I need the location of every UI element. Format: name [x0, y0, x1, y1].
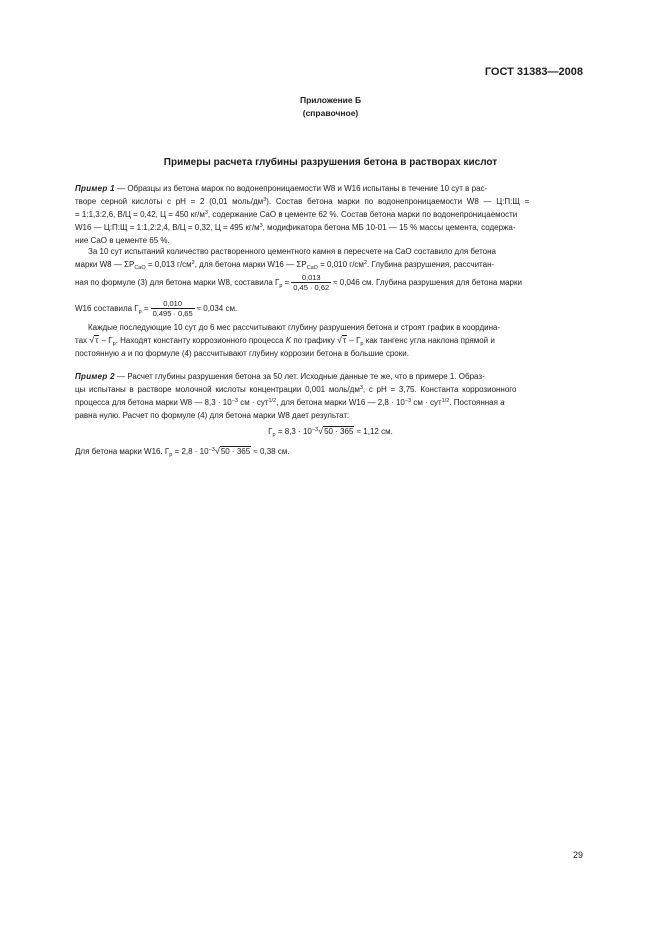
exponent: −3 — [404, 398, 412, 404]
fraction-w8 — [291, 273, 331, 292]
method-text-2d: по графику — [293, 336, 335, 345]
exponent: 3 — [204, 210, 208, 216]
w16-result-line: Для бетона марки W16. $Г_р = 2,8 \cdot 10^{-3}√50 \cdot 365 \approx 0,38$ см. — [75, 446, 290, 458]
subscript-r: р — [272, 432, 276, 438]
example1-text-4b: , модификатора бетона МБ 10-01 — 15 % массы цемента, содержа- — [262, 223, 516, 232]
example1-text-3b: , содержание CaO в цементе 62 %. Состав бетона марки по водонепроницаемости — [207, 210, 518, 219]
example1-text-2a: творе серной кислоты с pH = 2 (0,01 моль/дм — [75, 197, 264, 206]
exponent: −3 — [311, 427, 319, 433]
fraction-w16 — [151, 299, 195, 318]
example2-line-2 — [75, 383, 583, 396]
calc1-text-2b: = 0,013 г/см — [147, 260, 192, 269]
calc1-text-2c: , для бетона марки W16 — ΣP — [194, 260, 307, 269]
example2-text-3b: см · сут — [240, 398, 269, 407]
subscript-r: р — [360, 341, 364, 347]
example1-label: Пример 1 — [75, 184, 115, 193]
method-text-2e: – Г — [349, 336, 361, 345]
method-text-1: Каждые последующие 10 сут до 6 мес рассчитывают глубину разрушения бетона и строят график в координа- — [88, 323, 501, 332]
subscript-r: р — [169, 452, 173, 458]
sqrt-radical: √50 · 365 — [214, 446, 251, 456]
fraction-numerator: 0,013 — [301, 273, 321, 283]
calc1-text-3b: ≈ 0,046 см. Глубина разрушения для бетона марки — [333, 278, 522, 287]
standard-header: ГОСТ 31383—2008 — [484, 66, 583, 78]
exponent: 3 — [263, 197, 267, 203]
calc1-line-2 — [75, 258, 583, 271]
calc1-text-2e: . Глубина разрушения, рассчитан- — [367, 260, 495, 269]
main-title: Примеры расчета глубины разрушения бетона в растворах кислот — [163, 157, 498, 168]
sqrt-radical: √50 · 365 — [318, 426, 354, 436]
example1-text-5: ние CaO в цементе 65 %. — [75, 236, 170, 245]
sqrt-tau: √τ — [89, 335, 99, 345]
constant-a: a — [121, 349, 126, 358]
method-line-3 — [75, 347, 583, 360]
exponent: 3 — [359, 385, 363, 391]
exponent: 2 — [191, 260, 195, 266]
calc1-line-1 — [75, 245, 583, 258]
method-text-3a: постоянную — [75, 349, 119, 358]
subscript-cao: CaO — [306, 265, 318, 271]
example2-text-3a: процесса для бетона марки W8 — 8,3 · 10 — [75, 398, 232, 407]
calc1-text-4b: ≈ 0,034 см. — [196, 304, 238, 313]
example2-text-3e: . Постоянная — [449, 398, 498, 407]
example2-paragraph — [75, 370, 583, 422]
method-line-2 — [75, 334, 583, 347]
calc1-text-2a: марки W8 — ΣP — [75, 260, 135, 269]
subscript-r: р — [112, 341, 116, 347]
example1-text-2b: ). Состав бетона марки по водонепроницаемости W8 — Ц:П:Щ = — [266, 197, 530, 206]
page-number: 29 — [572, 850, 583, 860]
formula-w8: $Г_р = 8,3 \cdot 10^{-3}√50 \cdot 365 \approx 1,12$ см. — [268, 426, 393, 438]
sqrt-tau: √τ — [337, 335, 347, 345]
calc1-text-2d: = 0,010 г/см — [320, 260, 364, 269]
annex-subtitle: (справочное) — [302, 108, 359, 118]
example2-text-2b: , с pH = 3,75. Константа коррозионного — [362, 385, 517, 394]
method-text-2a: тах — [75, 336, 88, 345]
subscript-cao: CaO — [134, 265, 146, 271]
example1-text-3a: = 1:1,3:2,6, В/Ц = 0,42, Ц = 450 кг/м — [75, 210, 205, 219]
example1-text-4a: W16 — Ц:П:Щ = 1:1,2:2,4, В/Ц = 0,32, Ц = 495 кг/м — [75, 223, 260, 232]
example2-line-4 — [75, 409, 583, 422]
annex-title: Приложение Б — [299, 95, 362, 105]
constant-k: K — [285, 336, 292, 345]
method-paragraph — [75, 321, 583, 360]
method-text-2b: – Г — [101, 336, 113, 345]
example2-text-4a: равна нулю. Расчет по формуле (4) для бетона марки W8 дает результат: — [75, 411, 350, 420]
example2-line-3 — [75, 396, 583, 409]
fraction-numerator: 0,010 — [163, 299, 182, 309]
example1-line-4 — [75, 221, 583, 234]
equals-sign: = — [284, 278, 290, 287]
calc1-text-3a: ная по формуле (3) для бетона марки W8, составила Г — [75, 278, 280, 287]
calc1-line-4 — [75, 295, 583, 323]
subscript-r: р — [138, 309, 142, 315]
example2-text-3c: , для бетона марки W16 — 2,8 · 10 — [276, 398, 405, 407]
w16-result — [75, 445, 583, 458]
calc1-text-1: За 10 сут испытаний количество растворенного цементного камня в пересчете на CaO составило для бетона — [88, 247, 496, 256]
calc1-line-3 — [75, 271, 583, 295]
subscript-r: р — [279, 283, 283, 289]
exponent: −3 — [208, 447, 215, 453]
example1-text-1: — Образцы из бетона марок по водонепроницаемости W8 и W16 испытаны в течение 10 сут в рас- — [117, 184, 488, 193]
example2-text-2a: цы испытаны в растворе молочной кислоты концентрации 0,001 моль/дм — [75, 385, 360, 394]
example2-text-1: — Расчет глубины разрушения бетона за 50 лет. Исходные данные те же, что в примере 1. Образ- — [117, 372, 485, 381]
constant-a: a — [500, 398, 505, 407]
example1-line-3 — [75, 208, 583, 221]
method-text-3b: и по формуле (4) рассчитывают глубину коррозии бетона в большие сроки. — [127, 349, 409, 358]
calc1-text-4a: W16 составила Г — [75, 304, 139, 313]
exponent: 1/2 — [441, 398, 450, 404]
exponent: 2 — [363, 260, 367, 266]
example1-paragraph — [75, 182, 583, 247]
example1-line-1 — [75, 182, 583, 195]
example2-label: Пример 2 — [75, 372, 115, 381]
example1-line-2 — [75, 195, 583, 208]
fraction-denominator: 0,45 · 0,62 — [293, 283, 330, 293]
example2-text-3d: см · сут — [413, 398, 442, 407]
exponent: −3 — [231, 398, 238, 404]
method-line-1 — [75, 321, 583, 334]
exponent: 1/2 — [268, 398, 277, 404]
exponent: 3 — [259, 223, 263, 229]
example2-line-1 — [75, 370, 583, 383]
fraction-denominator: 0,495 · 0,65 — [152, 309, 193, 319]
method-text-2f: как тангенс угла наклона прямой и — [365, 336, 495, 345]
method-text-2c: . Находят константу коррозионного процесса — [115, 336, 284, 345]
calc1-paragraph — [75, 245, 583, 323]
equals-sign: = — [143, 304, 149, 313]
